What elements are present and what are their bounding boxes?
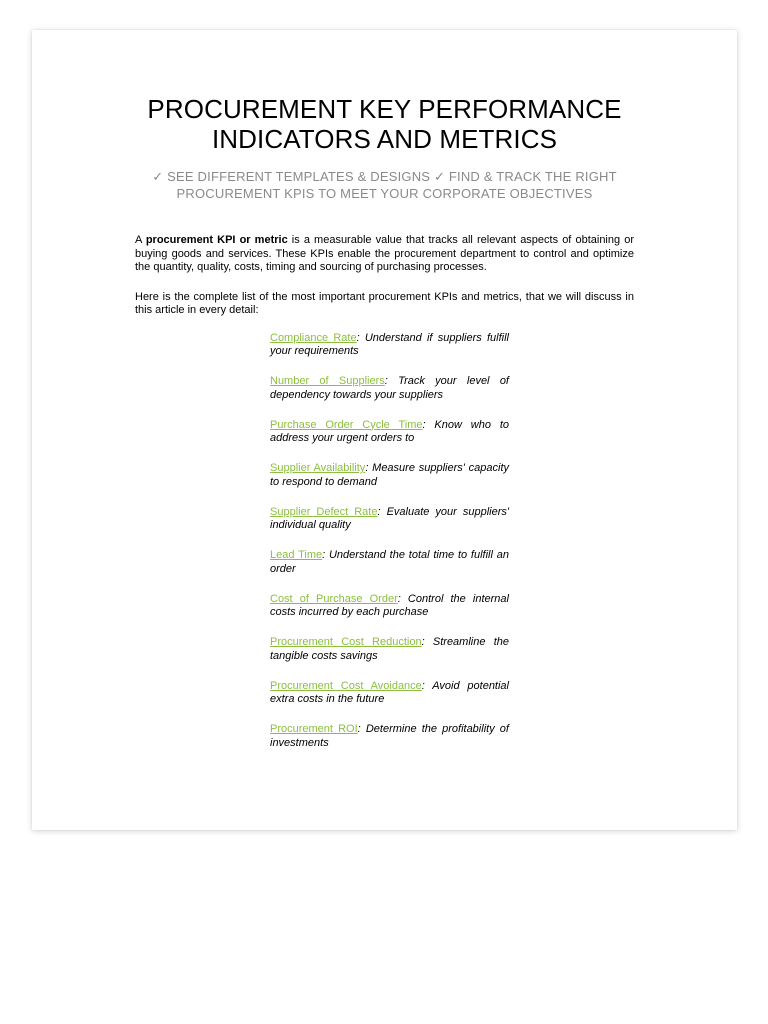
kpi-link[interactable]: Cost of Purchase Order <box>270 592 398 605</box>
list-item <box>270 332 509 359</box>
page-subtitle: ✓ SEE DIFFERENT TEMPLATES & DESIGNS ✓ FIND & TRACK THE RIGHT PROCUREMENT KPIS TO MEET YOUR CORPORATE OBJECTIVES <box>152 169 617 201</box>
intro-list-lead: Here is the complete list of the most important procurement KPIs and metrics, that we will discuss in this article in every detail: <box>135 290 634 316</box>
list-item <box>270 680 509 707</box>
kpi-description: : Track your level of dependency towards your suppliers <box>270 375 509 401</box>
document-page <box>32 30 737 830</box>
list-item <box>270 375 509 402</box>
list-item <box>270 593 509 620</box>
intro-paragraph <box>135 234 634 275</box>
intro-lead: A <box>135 234 146 246</box>
kpi-description: : Streamline the tangible costs savings <box>270 636 509 662</box>
list-item <box>270 723 509 750</box>
list-item <box>270 549 509 576</box>
kpi-description: : Understand if suppliers fulfill your requirements <box>270 331 509 357</box>
intro-rest: is a measurable value that tracks all relevant aspects of obtaining or buying goods and services. These KPIs enable the procurement department to control and optimize the quantity, quality, costs, timing and sourcing of purchasing processes. <box>135 234 634 273</box>
kpi-link[interactable]: Procurement Cost Reduction <box>270 636 422 648</box>
kpi-link[interactable]: Supplier Defect Rate <box>270 505 378 518</box>
kpi-description: : Control the internal costs incurred by each purchase <box>270 592 509 618</box>
kpi-description: : Know who to address your urgent orders to <box>270 418 509 444</box>
kpi-link[interactable]: Supplier Availability <box>270 462 366 474</box>
list-item <box>270 506 509 533</box>
kpi-link[interactable]: Purchase Order Cycle Time <box>270 418 423 431</box>
kpi-link[interactable]: Lead Time <box>270 549 323 561</box>
document-content <box>135 94 634 767</box>
intro-bold-term: procurement KPI or metric <box>145 234 288 246</box>
page-title: PROCUREMENT KEY PERFORMANCE INDICATORS AND METRICS <box>147 94 622 154</box>
list-item <box>270 636 509 663</box>
list-item <box>270 462 509 489</box>
kpi-description: : Measure suppliers' capacity to respond to demand <box>270 462 509 488</box>
list-item <box>270 419 509 446</box>
kpi-link[interactable]: Procurement Cost Avoidance <box>270 679 422 692</box>
kpi-link[interactable]: Procurement ROI <box>270 723 358 735</box>
kpi-link[interactable]: Number of Suppliers <box>270 375 385 387</box>
kpi-description: : Evaluate your suppliers' individual quality <box>270 505 509 531</box>
kpi-list <box>270 332 509 751</box>
kpi-description: : Avoid potential extra costs in the future <box>270 679 509 705</box>
kpi-description: : Determine the profitability of investments <box>270 723 509 749</box>
kpi-link[interactable]: Compliance Rate <box>270 331 357 344</box>
kpi-description: : Understand the total time to fulfill an order <box>270 549 509 575</box>
